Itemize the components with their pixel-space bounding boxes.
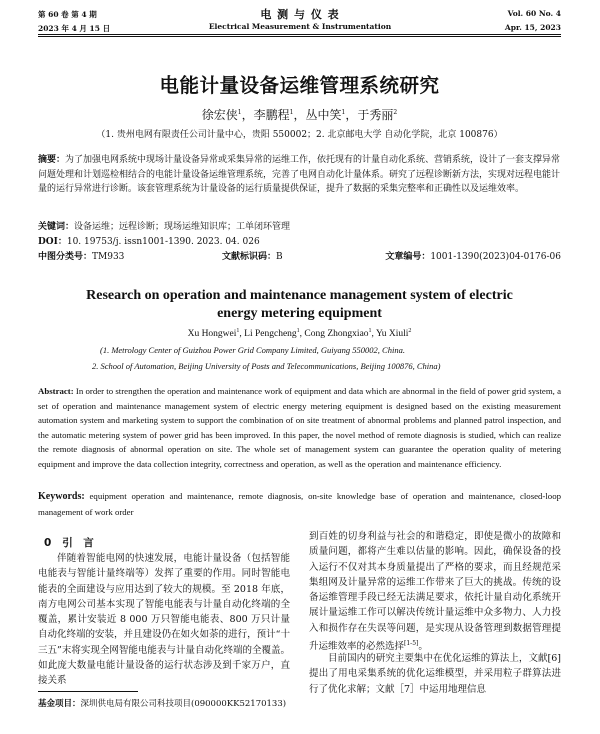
article-id-label: 文章编号： bbox=[385, 252, 431, 262]
article-id-value: 1001-1390(2023)04-0176-06 bbox=[430, 252, 561, 262]
article-id bbox=[385, 250, 561, 265]
doi-label: DOI： bbox=[38, 237, 67, 247]
body-right-paragraph-1 bbox=[309, 529, 561, 653]
affiliation-cn: （1. 贵州电网有限责任公司计量中心，贵阳 550002；2. 北京邮电大学 自动化学院，北京 100876） bbox=[96, 130, 503, 140]
citation-ref: [1-5] bbox=[404, 640, 419, 648]
author-name-en: Yu Xiuli bbox=[375, 329, 409, 340]
abstract-cn bbox=[38, 153, 561, 197]
author-affiliation-mark: 1 bbox=[236, 328, 240, 334]
abstract-cn-text: 为了加强电网系统中现场计量设备异常或采集异常的运维工作，依托现有的计量自动化系统、营销系统，设计了一套支撑异常问题处理和计划巡检相结合的电能计量设备运维管理系统，完善了电网自动化计量体系。研究了远程诊断新方法，实现对远程电能计量的运行异常进行诊断。该套管理系统为计量设备的运行质量提供保证，提升了数据的采集完整率和正确性以及运维效率。 bbox=[38, 155, 561, 194]
funding-footnote bbox=[38, 697, 286, 709]
journal-name-en: Electrical Measurement & Instrumentation bbox=[208, 22, 392, 31]
body-right-text-end: 。 bbox=[418, 641, 428, 653]
clc-label: 中图分类号： bbox=[38, 252, 93, 262]
header-rule-2 bbox=[38, 36, 561, 37]
keywords-cn bbox=[38, 220, 561, 235]
volume-issue-en: Vol. 60 No. 4 bbox=[507, 9, 561, 18]
keywords-cn-text: 设备运维；远程诊断；现场运维知识库；工单闭环管理 bbox=[74, 222, 291, 232]
section-heading bbox=[44, 535, 94, 550]
section-title: 引 言 bbox=[62, 537, 94, 549]
affiliation-en-1: (1. Metrology Center of Guizhou Power Grid Company Limited, Guiyang 550002, China. bbox=[100, 345, 405, 355]
journal-name-cn: 电 测 与 仪 表 bbox=[260, 8, 340, 21]
abstract-en-label: Abstract: bbox=[38, 386, 74, 396]
keywords-en bbox=[38, 489, 561, 519]
author-name-en: Li Pengcheng bbox=[244, 329, 297, 340]
date-cn: 2023 年 4 月 15 日 bbox=[38, 24, 111, 33]
body-right-paragraph-2: 目前国内的研究主要集中在优化运维的算法上，文献[6]提出了用电采集系统的优化运维模型，并采用粒子群算法进行了优化求解；文献［7］中运用地理信息 bbox=[309, 653, 561, 695]
author-name: 李鹏程 bbox=[253, 108, 290, 122]
body-right-text: 到百姓的切身利益与社会的和谐稳定，即使是微小的故障和质量问题，都将产生难以估量的影响。因此，确保设备的投入运行不仅对其本身质量提出了严格的要求，而且经规范采集组网及计量异常的运维工作带来了巨大的挑战。传统的设备运维管理手段已经无法满足要求，依托计量自动化系统开展计量运维工作可以解决传统计量运维中众多物力、人力投入和损作存在失误等问题，是实现从设备管理到数据管理提升运维效率的必然选择 bbox=[309, 531, 561, 653]
funding-text: 深圳供电局有限公司科技项目(090000KK52170133) bbox=[80, 699, 287, 709]
keywords-en-text: equipment operation and maintenance, remote diagnosis, on-site knowledge base of operation and maintenance, closed-loop management of work order bbox=[38, 491, 562, 517]
document-code-label: 文献标识码： bbox=[222, 252, 277, 262]
author-affiliation-mark: 1 bbox=[368, 328, 372, 334]
paper-title-cn: 电能计量设备运维管理系统研究 bbox=[159, 74, 440, 97]
authors-cn: 徐宏侠$^1$，李鹏程$^1$，丛中笑$^1$，于秀丽$^2$ bbox=[201, 108, 398, 122]
author-affiliation-mark: 2 bbox=[393, 109, 398, 116]
abstract-en bbox=[38, 384, 561, 472]
clc-value: TM933 bbox=[92, 252, 125, 262]
date-en: Apr. 15, 2023 bbox=[504, 23, 561, 32]
doi bbox=[38, 235, 561, 250]
paper-title-en-line1: Research on operation and maintenance management system of electric bbox=[86, 288, 513, 303]
author-affiliation-mark: 1 bbox=[237, 109, 242, 116]
affiliation-en-2: 2. School of Automation, Beijing University of Posts and Telecommunications, Beijing 100876, China) bbox=[92, 361, 441, 371]
author-affiliation-mark: 2 bbox=[408, 328, 412, 334]
keywords-cn-label: 关键词： bbox=[38, 222, 75, 232]
funding-label: 基金项目： bbox=[38, 699, 81, 709]
author-name: 于秀丽 bbox=[357, 108, 394, 122]
section-number: 0 bbox=[44, 537, 52, 549]
authors-en: Xu Hongwei$^1$, Li Pengcheng$^1$, Cong Zhongxiao$^1$, Yu Xiuli$^2$ bbox=[187, 328, 412, 340]
author-name-en: Cong Zhongxiao bbox=[304, 329, 369, 340]
keywords-en-label: Keywords: bbox=[38, 491, 85, 502]
document-code-value: B bbox=[276, 252, 283, 262]
paper-title-en-line2: energy metering equipment bbox=[217, 306, 382, 321]
clc-number bbox=[38, 250, 124, 265]
document-code bbox=[222, 250, 283, 265]
body-left-paragraph: 伴随着智能电网的快速发展，电能计量设备（包括智能电能表与智能计量终端等）发挥了重要的作用。同时智能电能表的全面建设与应用达到了较大的规模。至 2018 年底，南方电网公司基本实现了智能电能表与计量自动化终端的全覆盖，累计安装近 8 000 万只智能电能表、800 万只计量自动化终端的安装，并且建设仍在如火如荼的进行，预计“十三五”末将实现全网智能电能表与计量自动化终端的全覆盖。如此庞大数量电能计量设备的运行状态涉及到千家万户，直接关系 bbox=[38, 553, 290, 687]
header-rule bbox=[38, 34, 561, 35]
author-name: 丛中笑 bbox=[305, 108, 342, 122]
abstract-en-text: In order to strengthen the operation and maintenance work of equipment and data which are abnormal in the field of power grid system, a set of operation and maintenance management system of electric energy metering equipment is designed based on the existing measurement automation system and marketing system to support the combination of on site treatment of abnormal problems and planned patrol inspection, and the automatic metering system of power grid has been improved. In this paper, the novel method of remote diagnosis is studied, which can realize the remote diagnosis of abnormal operation on site. The whole set of management system can guarantee the operation quality of metering equipment and improve the data collection integrity, correctness and operation, as well as the operation and maintenance efficiency. bbox=[38, 386, 562, 469]
author-affiliation-mark: 1 bbox=[296, 328, 300, 334]
volume-issue-cn: 第 60 卷 第 4 期 bbox=[38, 10, 97, 19]
abstract-cn-label: 摘要： bbox=[38, 155, 66, 165]
author-name: 徐宏侠 bbox=[201, 108, 238, 122]
doi-text: 10. 19753/j. issn1001-1390. 2023. 04. 026 bbox=[66, 237, 260, 247]
author-affiliation-mark: 1 bbox=[341, 109, 346, 116]
footnote-rule bbox=[38, 691, 138, 692]
author-name-en: Xu Hongwei bbox=[187, 329, 237, 340]
author-affiliation-mark: 1 bbox=[289, 109, 294, 116]
